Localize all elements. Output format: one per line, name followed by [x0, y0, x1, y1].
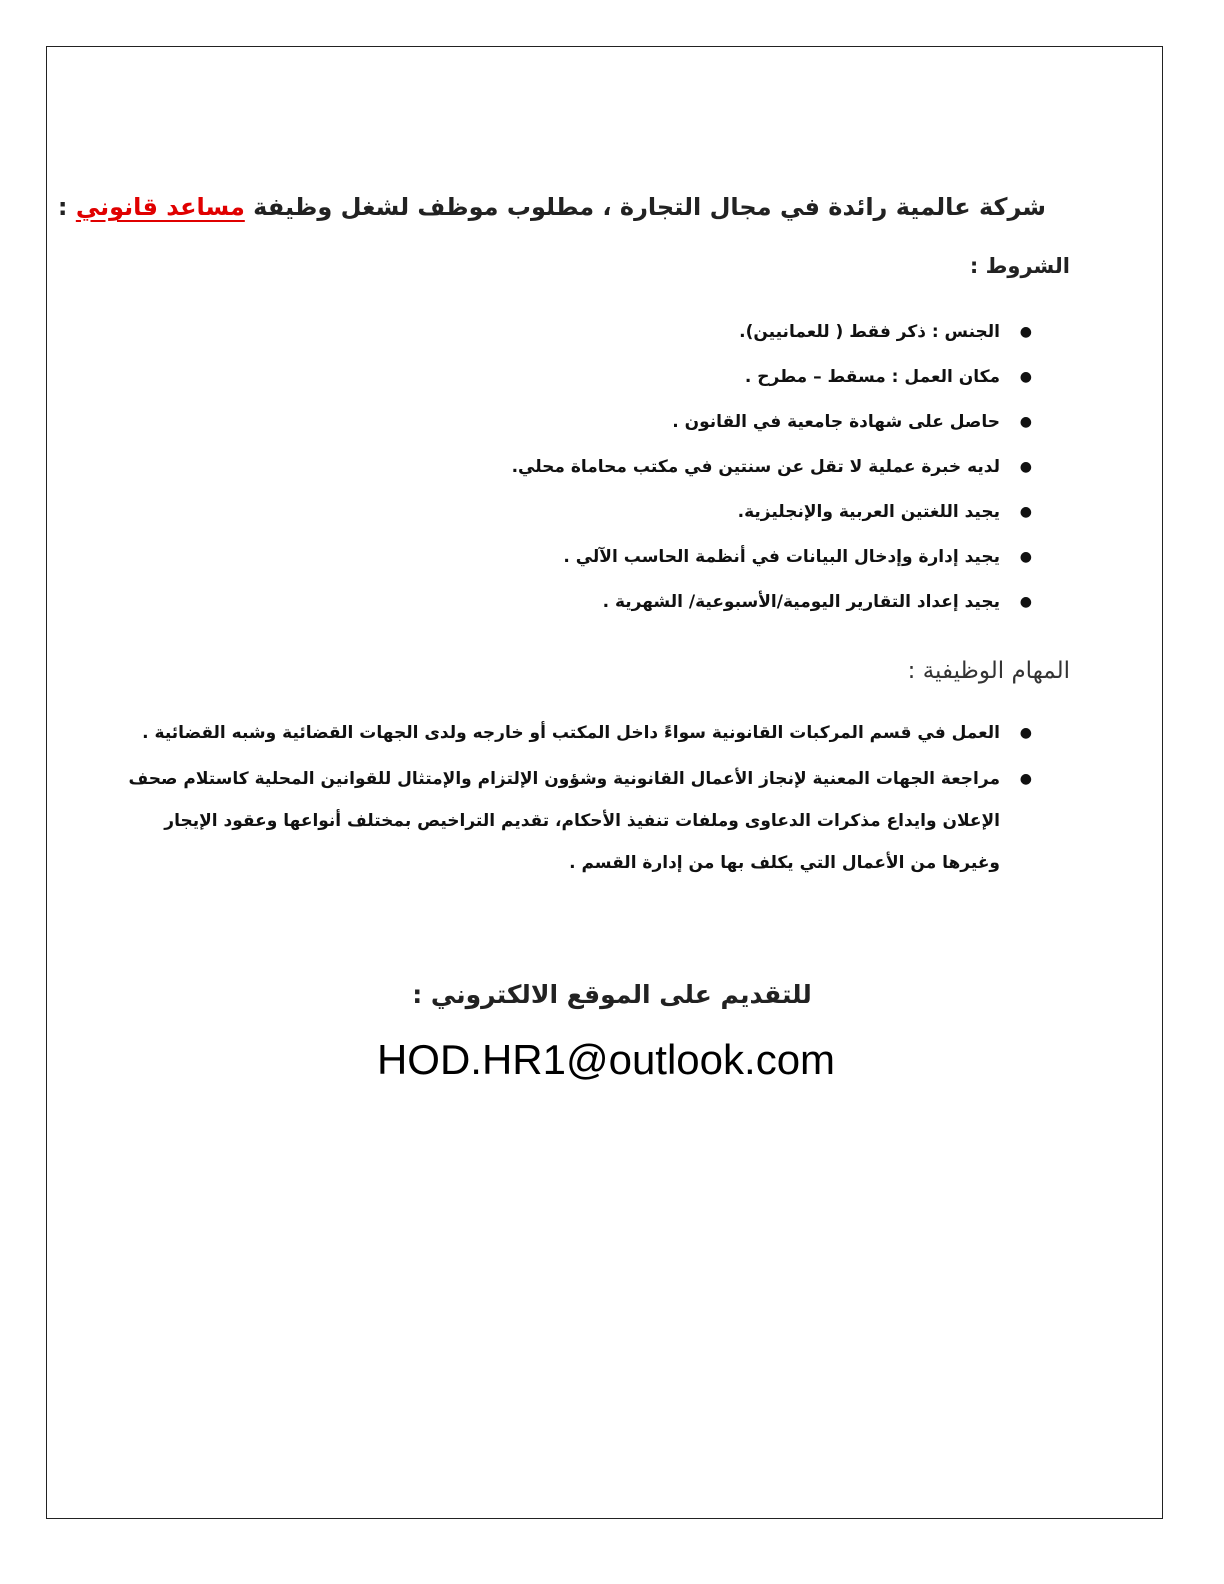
bullet-icon: ● — [1019, 504, 1032, 520]
condition-text: يجيد اللغتين العربية والإنجليزية. — [737, 502, 1000, 522]
bullet-icon: ● — [1019, 549, 1032, 565]
conditions-heading: الشروط : — [969, 254, 1070, 278]
condition-text: حاصل على شهادة جامعية في القانون . — [672, 412, 1000, 432]
headline-text: شركة عالمية رائدة في مجال التجارة ، مطلوب موظف لشغل وظيفة — [244, 193, 1046, 221]
job-title: مساعد قانوني — [75, 193, 245, 221]
bullet-icon: ● — [1019, 725, 1032, 741]
bullet-icon: ● — [1019, 459, 1032, 475]
apply-label: للتقديم على الموقع الالكتروني : — [412, 980, 812, 1009]
bullet-icon: ● — [1019, 594, 1032, 610]
tasks-list — [120, 712, 1032, 888]
condition-text: لديه خبرة عملية لا تقل عن سنتين في مكتب محاماة محلي. — [511, 457, 1000, 477]
list-item — [300, 588, 1032, 633]
bullet-icon: ● — [1019, 414, 1032, 430]
list-item — [300, 453, 1032, 498]
task-text: مراجعة الجهات المعنية لإنجاز الأعمال القانونية وشؤون الإلتزام والإمتثال للقوانين المحلية كاستلام صحف الإعلان وايداع مذكرات الدعاوى وملفات تنفيذ الأحكام، تقديم التراخيص بمختلف أنواعها وعقود الإيجار وغيرها من الأعمال التي يكلف بها من إدارة القسم . — [128, 769, 1000, 873]
contact-email[interactable]: HOD.HR1@outlook.com — [376, 1036, 836, 1083]
headline-colon: : — [57, 193, 76, 221]
list-item — [300, 318, 1032, 363]
list-item — [300, 498, 1032, 543]
list-item — [300, 363, 1032, 408]
job-headline — [57, 193, 1046, 221]
list-item — [120, 712, 1032, 754]
list-item — [300, 408, 1032, 453]
task-text: العمل في قسم المركبات القانونية سواءً داخل المكتب أو خارجه ولدى الجهات القضائية وشبه القضائية . — [142, 723, 1000, 743]
tasks-heading: المهام الوظيفية : — [907, 658, 1070, 684]
condition-text: مكان العمل : مسقط – مطرح . — [744, 367, 1000, 387]
list-item — [120, 758, 1032, 884]
bullet-icon: ● — [1019, 771, 1032, 787]
condition-text: يجيد إدارة وإدخال البيانات في أنظمة الحاسب الآلي . — [563, 547, 1000, 567]
conditions-list — [300, 318, 1032, 633]
bullet-icon: ● — [1019, 324, 1032, 340]
condition-text: الجنس : ذكر فقط ( للعمانيين). — [739, 322, 1000, 342]
list-item — [300, 543, 1032, 588]
condition-text: يجيد إعداد التقارير اليومية/الأسبوعية/ الشهرية . — [602, 592, 1000, 612]
bullet-icon: ● — [1019, 369, 1032, 385]
